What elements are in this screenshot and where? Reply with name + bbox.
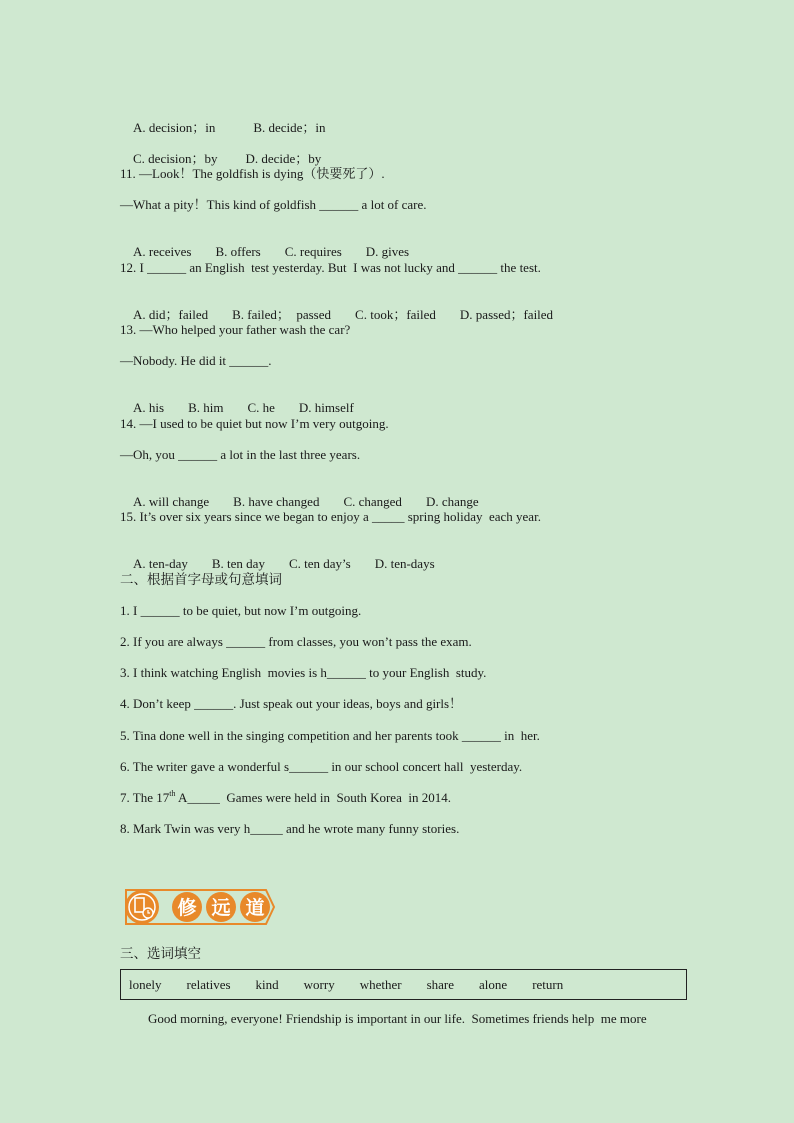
fill-item-4: 4. Don’t keep ______. Just speak out your ideas, boys and girls！	[120, 696, 463, 711]
question-12-prompt: 12. I ______ an English test yesterday. But I was not lucky and ______ the test.	[120, 260, 541, 275]
question-13-reply: —Nobody. He did it ______.	[120, 353, 272, 368]
word-bank-item: worry	[303, 976, 335, 992]
word-bank-item: alone	[479, 976, 508, 992]
word-bank	[120, 969, 687, 1000]
word-bank-item: lonely	[129, 976, 162, 992]
passage-first-line: Good morning, everyone! Friendship is important in our life. Sometimes friends help me more	[148, 1011, 647, 1026]
option: D. gives	[365, 244, 410, 259]
option: D. decide；by	[245, 151, 322, 166]
option: D. himself	[298, 400, 354, 415]
option: C. took；failed	[355, 307, 436, 322]
section-3-title: 三、选词填空	[120, 946, 201, 962]
option: B. have changed	[233, 494, 320, 509]
option: B. failed； passed	[232, 307, 332, 322]
banner-char: 修	[177, 897, 197, 919]
item-7-pre: 7. The 17	[120, 790, 170, 805]
option: C. he	[247, 400, 275, 415]
question-14-reply: —Oh, you ______ a lot in the last three years.	[120, 447, 361, 462]
option: C. decision；by	[133, 151, 218, 166]
option: D. change	[425, 494, 479, 509]
option: D. passed；failed	[459, 307, 554, 322]
fill-item-5: 5. Tina done well in the singing competition and her parents took ______ in her.	[120, 728, 540, 743]
question-15-prompt: 15. It’s over six years since we began to enjoy a _____ spring holiday each year.	[120, 509, 541, 524]
option: D. ten-days	[374, 556, 435, 571]
option: A. his	[133, 400, 165, 415]
word-bank-item: return	[532, 976, 564, 992]
word-bank-item: whether	[359, 976, 402, 992]
word-bank-item: share	[426, 976, 455, 992]
option: B. offers	[215, 244, 261, 259]
option: B. decide；in	[253, 120, 326, 135]
section-2-title: 二、根据首字母或句意填词	[120, 572, 282, 588]
fill-item-2: 2. If you are always ______ from classes, you won’t pass the exam.	[120, 634, 472, 649]
banner-graphic	[120, 886, 276, 928]
banner-char: 远	[211, 897, 231, 919]
word-bank-item: kind	[255, 976, 279, 992]
option: A. did；failed	[133, 307, 209, 322]
option: A. ten-day	[133, 556, 188, 571]
xiuyuandao-banner	[120, 886, 276, 928]
question-14-prompt: 14. —I used to be quiet but now I’m very outgoing.	[120, 416, 389, 431]
banner-char: 道	[245, 897, 265, 919]
question-13-prompt: 13. —Who helped your father wash the car?	[120, 322, 351, 337]
fill-item-7	[120, 790, 451, 806]
fill-item-8: 8. Mark Twin was very h_____ and he wrote many funny stories.	[120, 821, 460, 836]
word-bank-item: relatives	[186, 976, 231, 992]
fill-item-6: 6. The writer gave a wonderful s______ in our school concert hall yesterday.	[120, 759, 523, 774]
option: A. receives	[133, 244, 192, 259]
fill-item-1: 1. I ______ to be quiet, but now I’m outgoing.	[120, 603, 362, 618]
item-7-ordinal: th	[169, 789, 176, 798]
option: A. will change	[133, 494, 210, 509]
option: C. ten day’s	[288, 556, 351, 571]
question-11-prompt: 11. —Look！The goldfish is dying（快要死了）.	[120, 166, 385, 181]
item-7-post: A_____ Games were held in South Korea in 2014.	[175, 790, 451, 805]
option: B. him	[188, 400, 224, 415]
option: A. decision；in	[133, 120, 216, 135]
fill-item-3: 3. I think watching English movies is h______ to your English study.	[120, 665, 487, 680]
option: C. changed	[343, 494, 402, 509]
question-11-reply: —What a pity！This kind of goldfish ______ a lot of care.	[120, 197, 427, 212]
option: C. requires	[284, 244, 342, 259]
option: B. ten day	[211, 556, 265, 571]
